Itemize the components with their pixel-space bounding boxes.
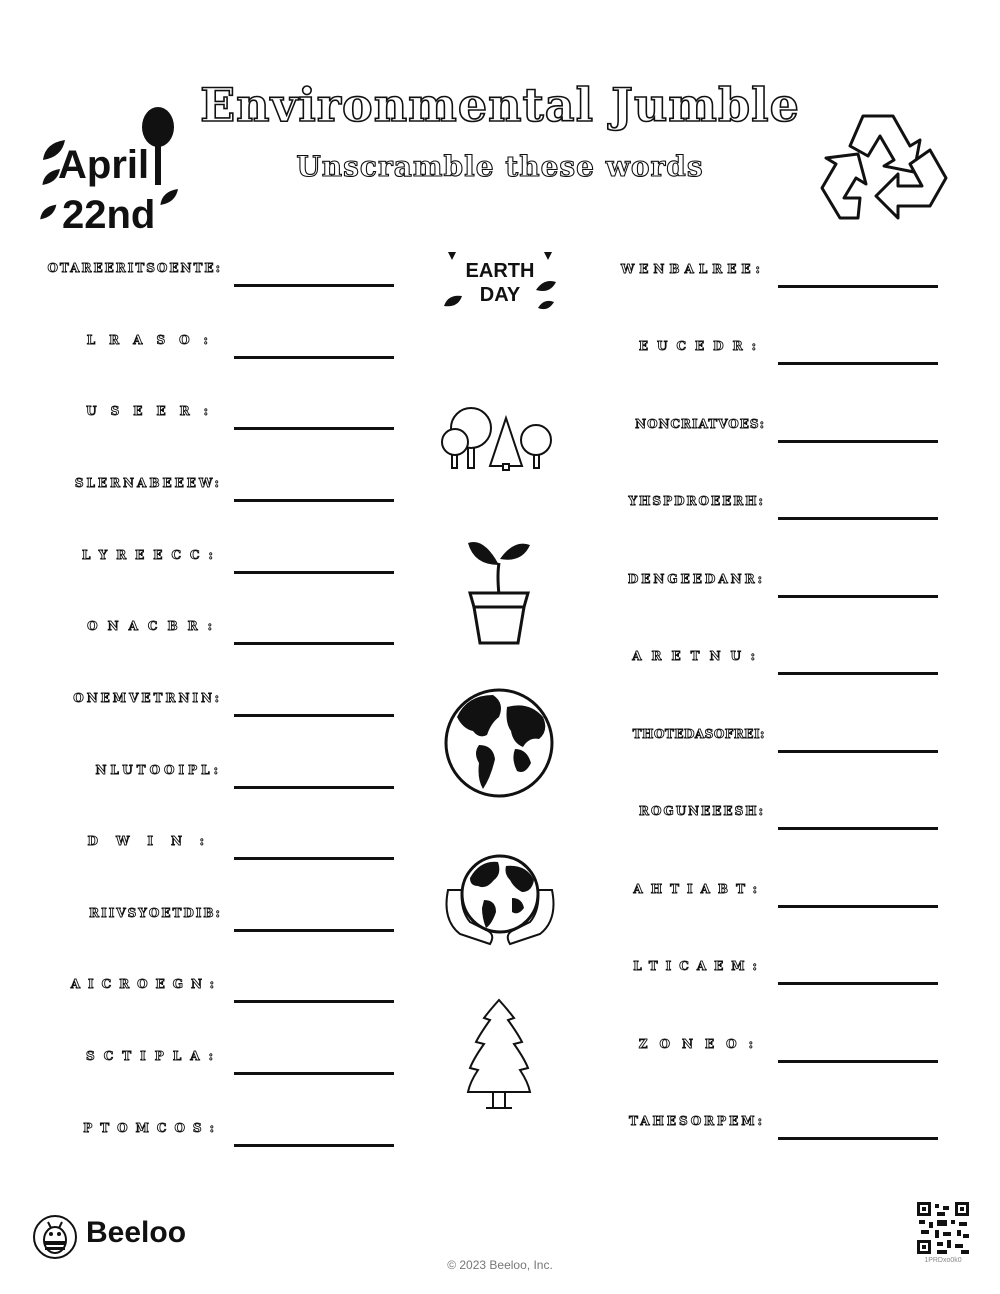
answer-line[interactable] <box>234 714 394 717</box>
jumble-item <box>0 334 945 394</box>
earth-day-logo-line1: EARTH <box>465 260 535 282</box>
scrambled-word: YHSPDROEERH: <box>628 494 765 508</box>
pine-tree-icon <box>464 998 534 1113</box>
scrambled-word: PTOMCOS: <box>83 1121 222 1135</box>
leaf-icon <box>158 185 182 209</box>
scrambled-word: OTAREERITSOENTE: <box>47 261 222 275</box>
brand-name: Beeloo <box>86 1216 187 1249</box>
scrambled-word: AICROEGN: <box>70 977 222 991</box>
scrambled-word: SCTIPLA: <box>86 1049 222 1063</box>
date-month: April <box>58 143 150 187</box>
answer-line[interactable] <box>778 362 938 365</box>
answer-line[interactable] <box>778 440 938 443</box>
scrambled-word: LYREECC: <box>81 548 222 562</box>
jumble-item <box>0 1109 945 1169</box>
earth-day-logo <box>440 250 560 316</box>
answer-line[interactable] <box>778 905 938 908</box>
worksheet-title: Environmental Jumble <box>200 78 800 132</box>
copyright-notice: © 2023 Beeloo, Inc. <box>447 1258 553 1272</box>
answer-line[interactable] <box>778 672 938 675</box>
product-code: 1PRDxo0k0 <box>924 1257 962 1264</box>
leaf-icon <box>38 201 60 223</box>
qr-code-icon <box>917 1202 969 1254</box>
date-badge <box>36 105 186 245</box>
scrambled-word: THOTEDASOFREI: <box>632 727 765 741</box>
scrambled-word: AHTIABT: <box>633 882 765 896</box>
sprout-pot-icon <box>464 535 534 645</box>
answer-line[interactable] <box>778 517 938 520</box>
bee-logo-icon <box>32 1214 78 1260</box>
scrambled-word: DENGEEDANR: <box>627 572 765 586</box>
scrambled-word: LTICAEM: <box>633 959 765 973</box>
earth-in-hands-icon <box>440 850 560 950</box>
scrambled-word: USEER: <box>86 404 222 418</box>
worksheet-subtitle: Unscramble these words <box>296 150 704 183</box>
scrambled-word: RIIVSYOETDIB: <box>89 906 222 920</box>
earth-day-logo-line2: DAY <box>479 284 521 306</box>
answer-line[interactable] <box>778 1137 938 1140</box>
answer-line[interactable] <box>778 827 938 830</box>
answer-line[interactable] <box>778 285 938 288</box>
answer-line[interactable] <box>778 1060 938 1063</box>
answer-line[interactable] <box>778 595 938 598</box>
scrambled-word: EUCEDR: <box>638 339 765 353</box>
scrambled-word: NLUTOOIPL: <box>95 763 222 777</box>
scrambled-word: ONEMVETRNIN: <box>73 691 222 705</box>
scrambled-word: ONACBR: <box>87 619 222 633</box>
answer-line[interactable] <box>778 982 938 985</box>
globe-icon <box>443 687 555 799</box>
scrambled-word: NONCRIATVOES: <box>635 417 765 431</box>
date-day: 22nd <box>62 193 156 237</box>
scrambled-word: DWIN: <box>87 834 222 848</box>
scrambled-word: ARETNU: <box>632 649 765 663</box>
scrambled-word: ROGUNEEESH: <box>639 804 765 818</box>
scrambled-word: SLERNABEEEW: <box>74 476 222 490</box>
answer-line[interactable] <box>234 786 394 789</box>
scrambled-word: LRASO: <box>86 333 222 347</box>
trees-icon <box>440 400 560 472</box>
scrambled-word: WENBALREE: <box>620 262 765 276</box>
scrambled-word: TAHESORPEM: <box>628 1114 765 1128</box>
scrambled-word: ZONEO: <box>638 1037 765 1051</box>
recycle-icon <box>818 106 958 236</box>
answer-line[interactable] <box>778 750 938 753</box>
